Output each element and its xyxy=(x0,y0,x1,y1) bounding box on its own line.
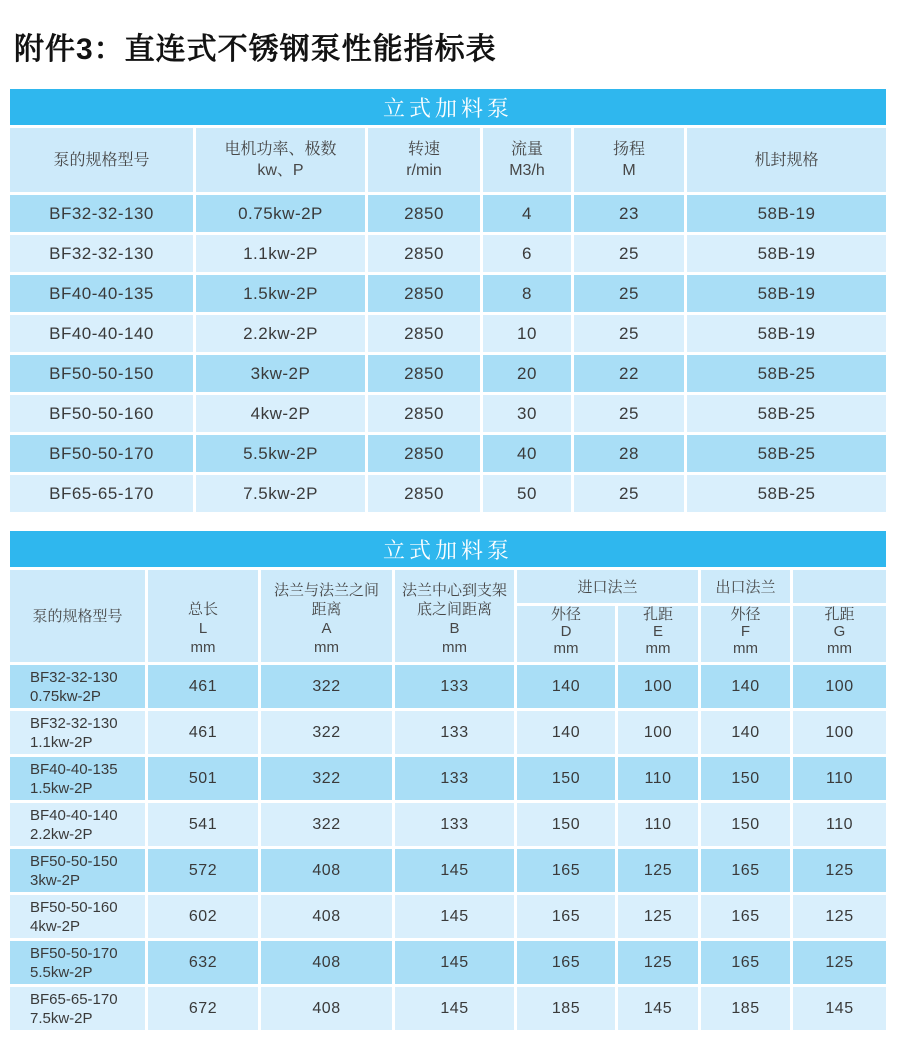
performance-table-cell: 2850 xyxy=(368,355,480,392)
dimensions-table-row xyxy=(10,803,886,846)
dimensions-model-line: 1.5kw-2P xyxy=(30,779,93,797)
dimensions-table-cell: 150 xyxy=(701,757,790,800)
dimensions-table-row xyxy=(10,849,886,892)
performance-table-cell: BF40-40-135 xyxy=(10,275,193,312)
document-page xyxy=(0,24,898,1063)
dimensions-table-row xyxy=(10,895,886,938)
performance-table-row xyxy=(10,235,886,272)
pump-performance-table xyxy=(10,89,886,512)
performance-table-cell: 2850 xyxy=(368,475,480,512)
dimensions-model-cell xyxy=(10,757,145,800)
header-center-distance-line2: 底之间距离 xyxy=(416,601,492,618)
dimensions-model-line: BF65-65-170 xyxy=(30,990,118,1008)
dimensions-table-cell: 140 xyxy=(701,665,790,708)
dimensions-table-cell: 322 xyxy=(261,665,392,708)
header-e-line3: mm xyxy=(645,640,671,657)
dimensions-model-line: BF50-50-170 xyxy=(30,944,118,962)
dimensions-model-cell xyxy=(10,895,145,938)
dimensions-table-row xyxy=(10,987,886,1030)
dimensions-table-cell: 133 xyxy=(395,803,514,846)
dimensions-table-cell: 572 xyxy=(148,849,258,892)
performance-table-cell: 25 xyxy=(574,475,684,512)
dimensions-table-cell: 133 xyxy=(395,757,514,800)
header-outlet-hole-distance xyxy=(793,606,886,662)
performance-table-row xyxy=(10,395,886,432)
header-center-distance-line1: 法兰中心到支架 xyxy=(401,582,507,599)
header-speed-line1: 转速 xyxy=(407,141,440,158)
dimensions-table-cell: 185 xyxy=(701,987,790,1030)
performance-table-cell: 2850 xyxy=(368,275,480,312)
header-flange-distance-line4: mm xyxy=(314,639,339,656)
header-head-line1: 扬程 xyxy=(612,141,645,158)
dimensions-model-line: BF32-32-130 xyxy=(30,714,118,732)
dimensions-model-line: 3kw-2P xyxy=(30,871,81,889)
header-d-line3: mm xyxy=(553,640,579,657)
dimensions-model-cell xyxy=(10,849,145,892)
performance-table-cell: 58B-19 xyxy=(687,235,886,272)
dimensions-table-cell: 140 xyxy=(701,711,790,754)
header-g-line1: 孔距 xyxy=(824,606,855,623)
performance-table-cell: 58B-25 xyxy=(687,395,886,432)
header-f-line2: F xyxy=(740,623,751,640)
dimensions-table-cell: 100 xyxy=(793,711,886,754)
dimensions-table-cell: 165 xyxy=(701,941,790,984)
dimensions-table-cell: 140 xyxy=(517,711,615,754)
dimensions-model-cell xyxy=(10,987,145,1030)
header-flange-distance-line3: A xyxy=(321,620,332,637)
dimensions-table-cell: 632 xyxy=(148,941,258,984)
performance-table-row xyxy=(10,355,886,392)
performance-table-header xyxy=(10,128,886,192)
header-flow-line1: 流量 xyxy=(510,141,543,158)
performance-table-cell: BF50-50-170 xyxy=(10,435,193,472)
performance-table-cell: 25 xyxy=(574,395,684,432)
dimensions-table-body xyxy=(10,665,886,1030)
performance-table-cell: 58B-25 xyxy=(687,435,886,472)
header-model-label: 泵的规格型号 xyxy=(32,607,123,625)
header-d-line2: D xyxy=(560,623,572,640)
performance-table-cell: BF40-40-140 xyxy=(10,315,193,352)
header-total-length-line3: mm xyxy=(190,639,216,656)
performance-table-body xyxy=(10,195,886,512)
dimensions-table-cell: 110 xyxy=(618,757,698,800)
dimensions-model-line: BF40-40-135 xyxy=(30,760,118,778)
dimensions-model-cell xyxy=(10,711,145,754)
dimensions-table-cell: 140 xyxy=(517,665,615,708)
dimensions-table-cell: 125 xyxy=(618,895,698,938)
performance-table-cell: BF65-65-170 xyxy=(10,475,193,512)
performance-table-cell: 2850 xyxy=(368,435,480,472)
performance-table-cell: 6 xyxy=(483,235,571,272)
dimensions-table-title-bar: 立式加料泵 xyxy=(10,531,886,567)
performance-table-row xyxy=(10,315,886,352)
dimensions-table-cell: 125 xyxy=(793,895,886,938)
dimensions-model-cell xyxy=(10,941,145,984)
dimensions-model-line: BF50-50-150 xyxy=(30,852,118,870)
dimensions-model-cell xyxy=(10,665,145,708)
header-g-line2: G xyxy=(833,623,846,640)
dimensions-model-line: 2.2kw-2P xyxy=(30,825,93,843)
dimensions-table-cell: 408 xyxy=(261,987,392,1030)
dimensions-table-cell: 672 xyxy=(148,987,258,1030)
dimensions-table-cell: 110 xyxy=(793,757,886,800)
dimensions-table-cell: 145 xyxy=(793,987,886,1030)
performance-table-cell: 58B-19 xyxy=(687,195,886,232)
dimensions-table-cell: 322 xyxy=(261,803,392,846)
header-outlet-flange-spacer xyxy=(793,570,886,606)
dimensions-table-cell: 461 xyxy=(148,665,258,708)
dimensions-table-row xyxy=(10,757,886,800)
performance-table-cell: 4 xyxy=(483,195,571,232)
performance-table-title-bar: 立式加料泵 xyxy=(10,89,886,125)
header-seal xyxy=(687,128,886,192)
performance-table-cell: 1.5kw-2P xyxy=(196,275,365,312)
header-f-line3: mm xyxy=(733,640,758,657)
dimensions-table-cell: 145 xyxy=(395,941,514,984)
header-head xyxy=(574,128,684,192)
dimensions-table-cell: 185 xyxy=(517,987,615,1030)
dimensions-table-cell: 150 xyxy=(517,803,615,846)
dimensions-table-cell: 125 xyxy=(618,941,698,984)
dimensions-table-cell: 133 xyxy=(395,711,514,754)
dimensions-table-cell: 408 xyxy=(261,941,392,984)
header-g-line3: mm xyxy=(827,640,852,657)
dimensions-table-cell: 408 xyxy=(261,895,392,938)
performance-table-cell: 58B-25 xyxy=(687,475,886,512)
performance-table-cell: 25 xyxy=(574,235,684,272)
header-inlet-hole-distance xyxy=(618,606,698,662)
performance-table-cell: 8 xyxy=(483,275,571,312)
dimensions-table-cell: 100 xyxy=(618,711,698,754)
performance-table-cell: 2.2kw-2P xyxy=(196,315,365,352)
header-center-distance-line3: B xyxy=(449,620,460,637)
header-outlet-flange-group: 出口法兰 xyxy=(701,570,790,606)
header-center-distance xyxy=(395,570,514,662)
performance-table-row xyxy=(10,195,886,232)
header-model xyxy=(10,128,193,192)
header-outlet-outer-diameter xyxy=(701,606,790,662)
header-model xyxy=(10,570,145,662)
dimensions-table-cell: 408 xyxy=(261,849,392,892)
performance-table-cell: 50 xyxy=(483,475,571,512)
dimensions-table-cell: 145 xyxy=(618,987,698,1030)
performance-table-cell: 58B-19 xyxy=(687,315,886,352)
performance-table-cell: 4kw-2P xyxy=(196,395,365,432)
dimensions-table-cell: 125 xyxy=(793,941,886,984)
performance-table-cell: 25 xyxy=(574,315,684,352)
performance-table-cell: 2850 xyxy=(368,395,480,432)
dimensions-model-line: 7.5kw-2P xyxy=(30,1009,93,1027)
performance-table-row xyxy=(10,475,886,512)
performance-table-cell: 5.5kw-2P xyxy=(196,435,365,472)
dimensions-model-line: BF32-32-130 xyxy=(30,668,118,686)
performance-table-cell: 2850 xyxy=(368,195,480,232)
header-center-distance-line4: mm xyxy=(442,639,467,656)
performance-table-cell: 0.75kw-2P xyxy=(196,195,365,232)
header-e-line2: E xyxy=(652,623,663,640)
header-d-line1: 外径 xyxy=(550,606,581,623)
dimensions-table-cell: 125 xyxy=(793,849,886,892)
dimensions-model-line: 4kw-2P xyxy=(30,917,81,935)
header-speed xyxy=(368,128,480,192)
header-flange-distance-line1: 法兰与法兰之间 xyxy=(273,582,379,599)
performance-table-cell: 7.5kw-2P xyxy=(196,475,365,512)
header-motor-power-line1: 电机功率、极数 xyxy=(224,141,337,158)
dimensions-model-line: 0.75kw-2P xyxy=(30,687,101,705)
dimensions-table-cell: 145 xyxy=(395,895,514,938)
performance-table-cell: BF32-32-130 xyxy=(10,195,193,232)
performance-table-cell: 25 xyxy=(574,275,684,312)
performance-table-cell: 3kw-2P xyxy=(196,355,365,392)
performance-table-cell: BF50-50-160 xyxy=(10,395,193,432)
header-total-length-line1: 总长 xyxy=(187,601,218,618)
performance-table-cell: 20 xyxy=(483,355,571,392)
header-flow-line2: M3/h xyxy=(509,162,545,179)
header-f-line1: 外径 xyxy=(730,606,761,623)
dimensions-table-cell: 165 xyxy=(701,895,790,938)
header-seal-label: 机封规格 xyxy=(754,151,819,169)
dimensions-table-cell: 322 xyxy=(261,757,392,800)
header-motor-power-line2: kw、P xyxy=(257,162,304,179)
header-total-length-line2: L xyxy=(198,620,208,637)
pump-dimensions-table xyxy=(10,531,886,1030)
dimensions-table-cell: 133 xyxy=(395,665,514,708)
dimensions-table-cell: 165 xyxy=(701,849,790,892)
dimensions-table-row xyxy=(10,711,886,754)
dimensions-model-cell xyxy=(10,803,145,846)
performance-table-cell: 2850 xyxy=(368,315,480,352)
dimensions-table-cell: 165 xyxy=(517,895,615,938)
dimensions-model-line: 5.5kw-2P xyxy=(30,963,93,981)
dimensions-table-cell: 145 xyxy=(395,987,514,1030)
dimensions-model-line: BF40-40-140 xyxy=(30,806,118,824)
header-head-line2: M xyxy=(622,162,636,179)
performance-table-row xyxy=(10,435,886,472)
dimensions-table-cell: 150 xyxy=(701,803,790,846)
dimensions-table-cell: 501 xyxy=(148,757,258,800)
dimensions-table-cell: 150 xyxy=(517,757,615,800)
dimensions-table-header xyxy=(10,570,886,662)
performance-table-cell: 40 xyxy=(483,435,571,472)
header-inlet-flange-group: 进口法兰 xyxy=(517,570,698,606)
performance-table-cell: 22 xyxy=(574,355,684,392)
dimensions-table-cell: 110 xyxy=(618,803,698,846)
header-inlet-outer-diameter xyxy=(517,606,615,662)
page-title: 附件3：直连式不锈钢泵性能指标表 xyxy=(14,33,497,66)
performance-table-cell: 23 xyxy=(574,195,684,232)
dimensions-table-cell: 461 xyxy=(148,711,258,754)
dimensions-table-cell: 125 xyxy=(618,849,698,892)
performance-table-cell: 28 xyxy=(574,435,684,472)
header-flow xyxy=(483,128,571,192)
performance-table-cell: 30 xyxy=(483,395,571,432)
performance-table-cell: BF32-32-130 xyxy=(10,235,193,272)
performance-table-cell: BF50-50-150 xyxy=(10,355,193,392)
dimensions-model-line: 1.1kw-2P xyxy=(30,733,93,751)
header-motor-power xyxy=(196,128,365,192)
dimensions-table-cell: 100 xyxy=(793,665,886,708)
dimensions-table-cell: 100 xyxy=(618,665,698,708)
header-speed-line2: r/min xyxy=(406,162,442,179)
dimensions-table-cell: 165 xyxy=(517,941,615,984)
header-total-length xyxy=(148,570,258,662)
dimensions-table-cell: 165 xyxy=(517,849,615,892)
dimensions-table-cell: 322 xyxy=(261,711,392,754)
performance-table-cell: 2850 xyxy=(368,235,480,272)
performance-table-cell: 58B-19 xyxy=(687,275,886,312)
dimensions-table-row xyxy=(10,941,886,984)
dimensions-table-cell: 145 xyxy=(395,849,514,892)
performance-table-row xyxy=(10,275,886,312)
dimensions-model-line: BF50-50-160 xyxy=(30,898,118,916)
header-flange-distance-line2: 距离 xyxy=(311,601,342,618)
header-model-label: 泵的规格型号 xyxy=(53,151,150,169)
dimensions-table-cell: 541 xyxy=(148,803,258,846)
header-e-line1: 孔距 xyxy=(642,606,673,623)
dimensions-table-row xyxy=(10,665,886,708)
performance-table-cell: 1.1kw-2P xyxy=(196,235,365,272)
dimensions-table-cell: 602 xyxy=(148,895,258,938)
performance-table-cell: 10 xyxy=(483,315,571,352)
header-flange-distance xyxy=(261,570,392,662)
performance-table-cell: 58B-25 xyxy=(687,355,886,392)
dimensions-table-cell: 110 xyxy=(793,803,886,846)
